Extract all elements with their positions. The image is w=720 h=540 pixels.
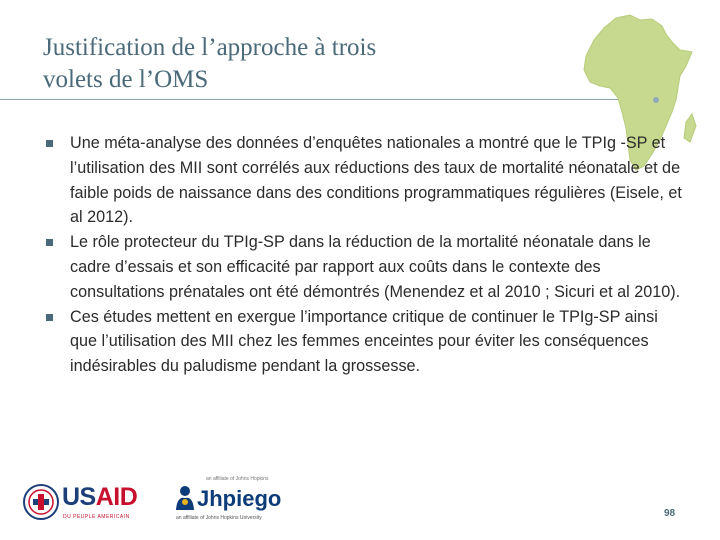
bullet-item-2 bbox=[46, 230, 686, 304]
usaid-us: US bbox=[62, 483, 96, 511]
usaid-wordmark bbox=[62, 483, 137, 512]
jhpiego-wordmark: Jhpiego bbox=[197, 486, 282, 511]
bullet-item-3 bbox=[46, 305, 686, 379]
square-bullet-icon bbox=[46, 140, 53, 147]
bullet-item-1 bbox=[46, 131, 686, 230]
bullet-text-2: Le rôle protecteur du TPIg-SP dans la réduction de la mortalité néonatale dans le cadre d’essais et son efficacité par rapport aux coûts dans le contexte des consultations prénatales ont été démontrés (Menendez et al 2010 ; Sicuri et al 2010). bbox=[70, 233, 681, 301]
slide-title-line-1: Justification de l’approche à trois bbox=[43, 34, 377, 61]
title-divider bbox=[0, 99, 625, 100]
page-number: 98 bbox=[664, 508, 676, 519]
square-bullet-icon bbox=[46, 314, 53, 321]
bullet-text-3: Ces études mettent en exergue l’importance critique de continuer le TPIg-SP ainsi que l’utilisation des MII chez les femmes enceintes pour éviter les conséquences indésirables du paludisme pendant la grossesse. bbox=[70, 307, 658, 376]
slide-title-line-2: volets de l’OMS bbox=[43, 66, 209, 93]
jhpiego-mark-icon bbox=[173, 484, 197, 512]
bullet-text-1: Une méta-analyse des données d’enquêtes nationales a montré que le TPIg -SP et l’utilisation des MII sont corrélés aux réductions des taux de mortalité néonatale et de faible poids de naissance dans des conditions programmatiques régulières (Eisele, et al 2012). bbox=[70, 134, 682, 227]
square-bullet-icon bbox=[46, 239, 53, 246]
bullet-list bbox=[46, 131, 686, 379]
usaid-tagline: DU PEUPLE AMERICAIN bbox=[63, 514, 130, 520]
jhpiego-tagline: an affiliate of Johns Hopkins University bbox=[176, 515, 262, 521]
jhpiego-top-text: an affiliate of Johns Hopkins bbox=[206, 476, 269, 482]
slide-title bbox=[43, 32, 563, 96]
usaid-aid: AID bbox=[95, 483, 138, 511]
usaid-seal-icon bbox=[23, 484, 59, 520]
